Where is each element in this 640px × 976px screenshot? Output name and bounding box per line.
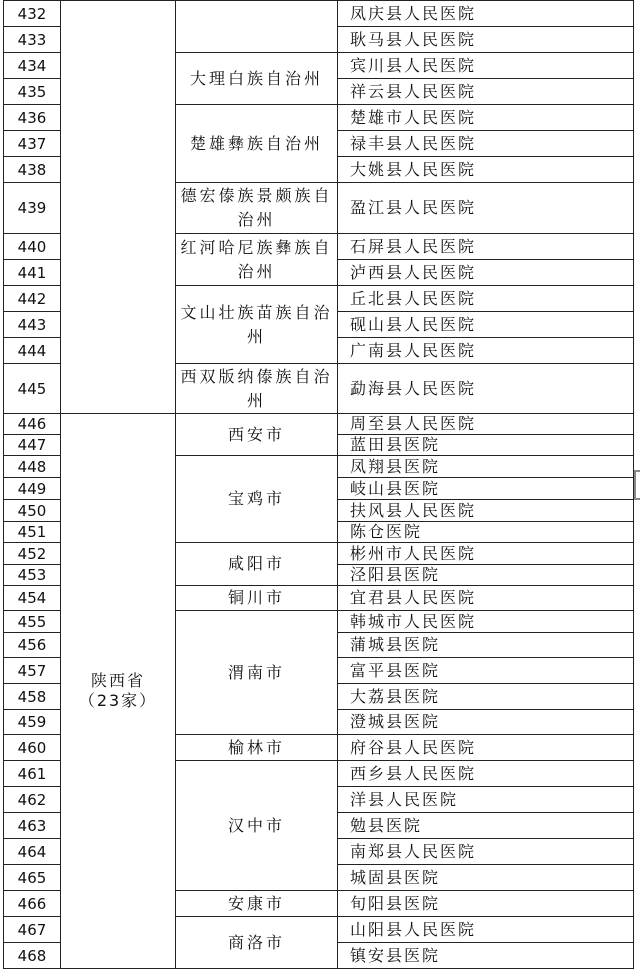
province-cell-shaanxi — [61, 414, 176, 969]
row-number: 438 — [4, 157, 61, 183]
row-number: 440 — [4, 234, 61, 260]
hospital-name: 蓝田县医院 — [338, 435, 634, 456]
row-number: 467 — [4, 917, 61, 943]
city-cell: 红河哈尼族彝族自治州 — [176, 234, 338, 286]
hospital-name: 洋县人民医院 — [338, 787, 634, 813]
row-number: 432 — [4, 1, 61, 27]
city-cell: 西安市 — [176, 414, 338, 456]
hospital-name: 楚雄市人民医院 — [338, 105, 634, 131]
row-number: 468 — [4, 943, 61, 969]
city-cell: 咸阳市 — [176, 543, 338, 586]
row-number: 439 — [4, 183, 61, 234]
hospital-name: 禄丰县人民医院 — [338, 131, 634, 157]
hospital-name: 丘北县人民医院 — [338, 286, 634, 312]
city-cell: 宝鸡市 — [176, 456, 338, 543]
city-cell: 安康市 — [176, 891, 338, 917]
row-number: 451 — [4, 522, 61, 543]
row-number: 450 — [4, 500, 61, 522]
hospital-name: 大荔县医院 — [338, 684, 634, 710]
row-number: 436 — [4, 105, 61, 131]
city-cell: 楚雄彝族自治州 — [176, 105, 338, 183]
city-cell: 文山壮族苗族自治州 — [176, 286, 338, 364]
hospital-name: 西乡县人民医院 — [338, 761, 634, 787]
hospital-name: 澄城县医院 — [338, 710, 634, 735]
hospital-name: 南郑县人民医院 — [338, 839, 634, 865]
row-number: 448 — [4, 456, 61, 478]
city-cell: 汉中市 — [176, 761, 338, 891]
page-edge-marker — [634, 470, 640, 500]
hospital-name: 勐海县人民医院 — [338, 364, 634, 414]
row-number: 443 — [4, 312, 61, 338]
province-name: 陕西省 — [90, 671, 145, 690]
row-number: 458 — [4, 684, 61, 710]
city-cell: 德宏傣族景颇族自治州 — [176, 183, 338, 234]
hospital-name: 城固县医院 — [338, 865, 634, 891]
hospital-name: 蒲城县医院 — [338, 633, 634, 658]
row-number: 434 — [4, 53, 61, 79]
city-cell: 西双版纳傣族自治州 — [176, 364, 338, 414]
hospital-name: 扶风县人民医院 — [338, 500, 634, 522]
hospital-name: 周至县人民医院 — [338, 414, 634, 435]
row-number: 445 — [4, 364, 61, 414]
row-number: 461 — [4, 761, 61, 787]
row-number: 463 — [4, 813, 61, 839]
province-count: （23家） — [78, 691, 158, 710]
hospital-name: 耿马县人民医院 — [338, 27, 634, 53]
row-number: 455 — [4, 611, 61, 633]
hospital-name: 砚山县人民医院 — [338, 312, 634, 338]
table-row — [4, 1, 634, 27]
row-number: 441 — [4, 260, 61, 286]
row-number: 446 — [4, 414, 61, 435]
city-cell: 商洛市 — [176, 917, 338, 969]
hospital-list-table — [3, 0, 634, 969]
hospital-name: 凤庆县人民医院 — [338, 1, 634, 27]
hospital-name: 旬阳县医院 — [338, 891, 634, 917]
row-number: 452 — [4, 543, 61, 565]
hospital-name: 泾阳县医院 — [338, 565, 634, 586]
row-number: 460 — [4, 735, 61, 761]
row-number: 453 — [4, 565, 61, 586]
hospital-name: 石屏县人民医院 — [338, 234, 634, 260]
city-cell: 铜川市 — [176, 586, 338, 611]
hospital-name: 祥云县人民医院 — [338, 79, 634, 105]
hospital-name: 山阳县人民医院 — [338, 917, 634, 943]
hospital-name: 镇安县医院 — [338, 943, 634, 969]
city-cell: 大理白族自治州 — [176, 53, 338, 105]
hospital-name: 岐山县医院 — [338, 478, 634, 500]
row-number: 454 — [4, 586, 61, 611]
row-number: 466 — [4, 891, 61, 917]
row-number: 447 — [4, 435, 61, 456]
row-number: 456 — [4, 633, 61, 658]
row-number: 442 — [4, 286, 61, 312]
hospital-name: 大姚县人民医院 — [338, 157, 634, 183]
hospital-name: 宾川县人民医院 — [338, 53, 634, 79]
hospital-name: 凤翔县医院 — [338, 456, 634, 478]
row-number: 437 — [4, 131, 61, 157]
hospital-name: 韩城市人民医院 — [338, 611, 634, 633]
row-number: 459 — [4, 710, 61, 735]
province-cell-yunnan-continued — [61, 1, 176, 414]
hospital-name: 盈江县人民医院 — [338, 183, 634, 234]
city-cell — [176, 1, 338, 53]
hospital-name: 泸西县人民医院 — [338, 260, 634, 286]
hospital-name: 陈仓医院 — [338, 522, 634, 543]
row-number: 464 — [4, 839, 61, 865]
row-number: 457 — [4, 658, 61, 684]
row-number: 449 — [4, 478, 61, 500]
hospital-name: 彬州市人民医院 — [338, 543, 634, 565]
row-number: 435 — [4, 79, 61, 105]
hospital-name: 富平县医院 — [338, 658, 634, 684]
hospital-name: 宜君县人民医院 — [338, 586, 634, 611]
row-number: 444 — [4, 338, 61, 364]
hospital-name: 府谷县人民医院 — [338, 735, 634, 761]
hospital-name: 广南县人民医院 — [338, 338, 634, 364]
hospital-name: 勉县医院 — [338, 813, 634, 839]
row-number: 433 — [4, 27, 61, 53]
city-cell: 渭南市 — [176, 611, 338, 735]
city-cell: 榆林市 — [176, 735, 338, 761]
table-row — [4, 414, 634, 435]
row-number: 462 — [4, 787, 61, 813]
row-number: 465 — [4, 865, 61, 891]
